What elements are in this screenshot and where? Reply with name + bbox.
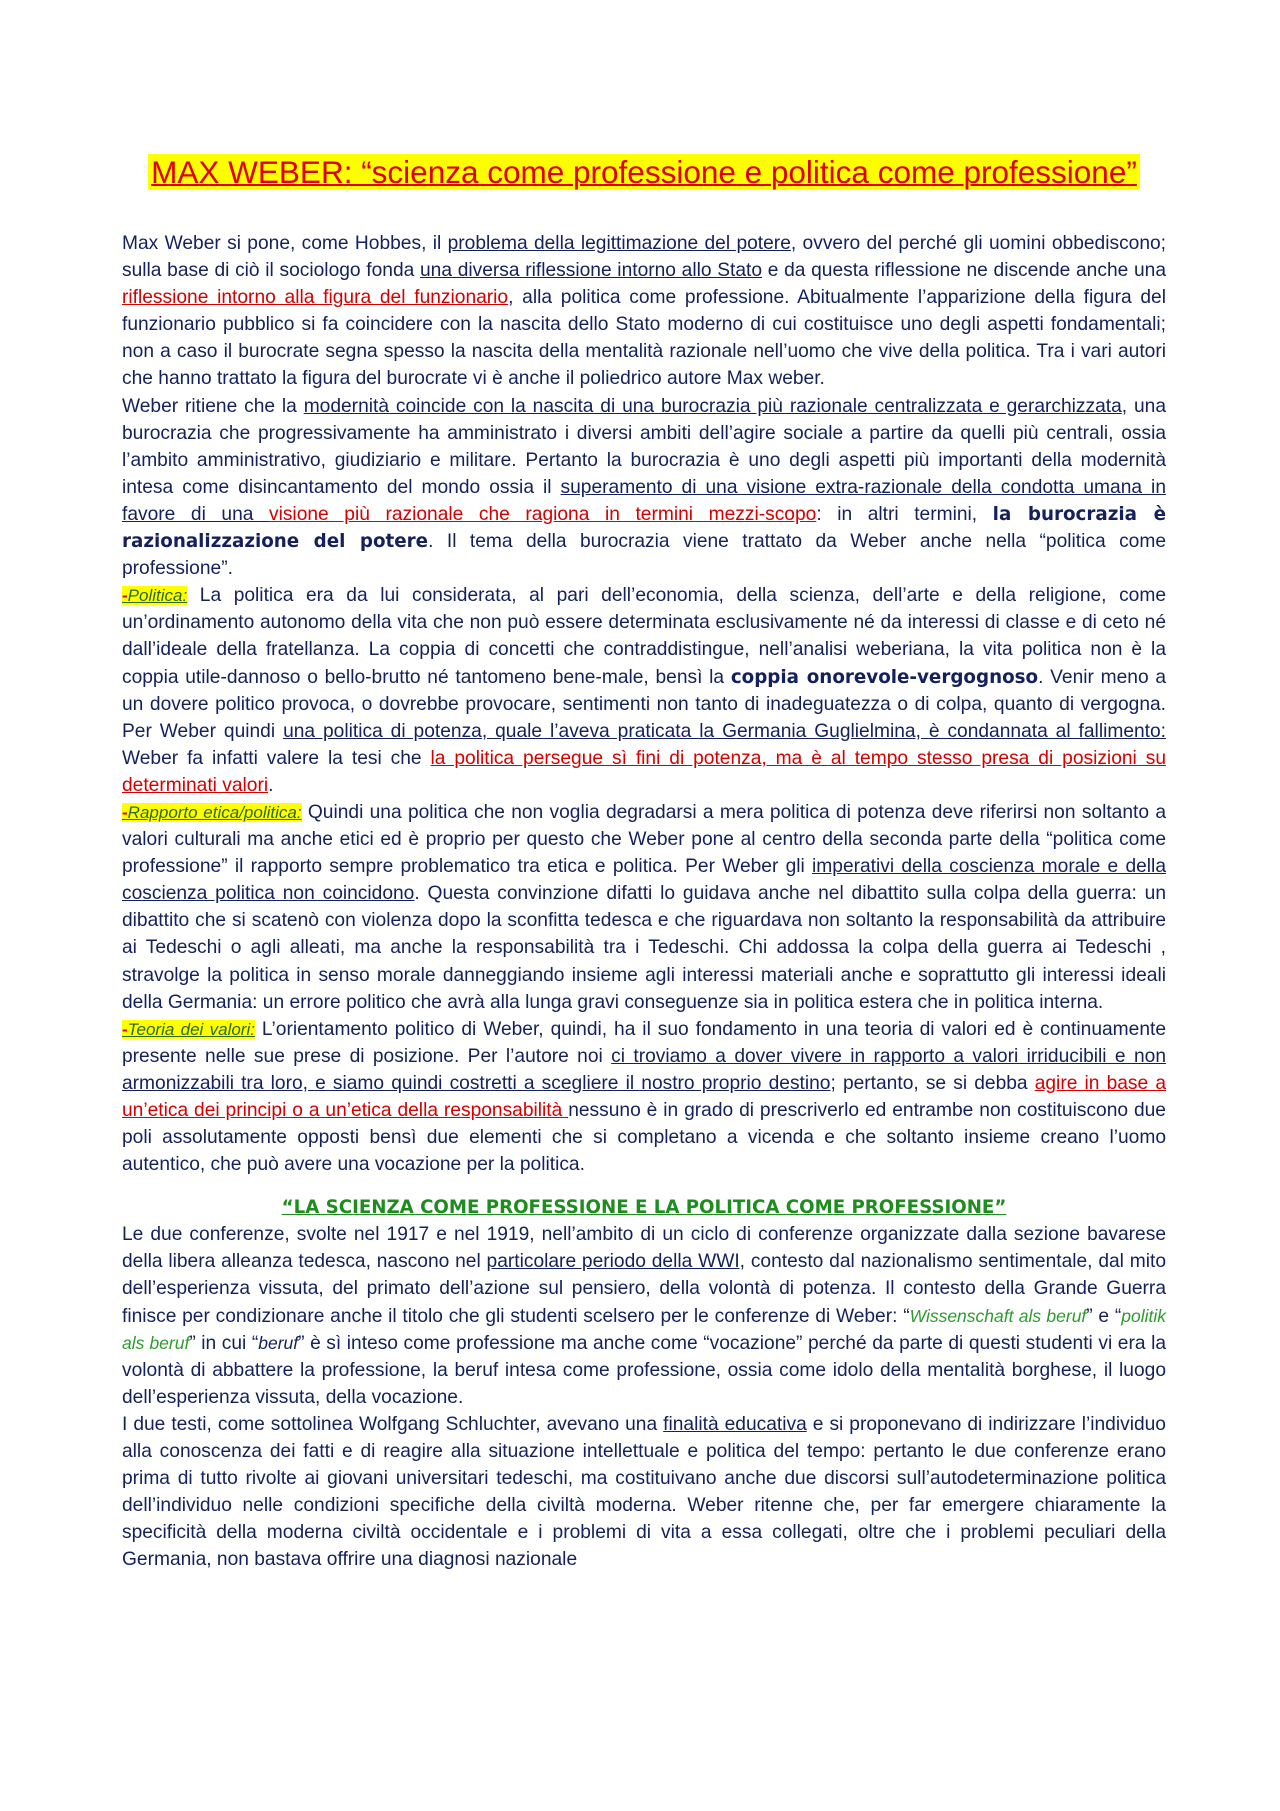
label-text: Teoria dei valori: [127,1019,255,1039]
text: e si proponevano di indirizzare l’individuo alla conoscenza dei fatti e di reagire alla situazione intellettuale e politica del tempo: pertanto le due conferenze erano prima di tutto rivolte ai giovani universitari tedeschi, ma costituivano anche due discorsi sull’autodeterminazione politica dell’individuo nelle condizioni specifiche della civiltà moderna. Weber ritenne che, per far emergere chiaramente la specificità della moderna civiltà occidentale e i problemi di vita a essa collegati, oltre che i problemi peculiari della Germania, non bastava offrire una diagnosi nazionale [122,1413,1166,1571]
italic-text: beruf [258,1332,299,1353]
text: Weber ritiene che la [122,395,304,417]
underlined-text: ci troviamo a dover vivere in rapporto a valori irriducibili e non armonizzabili tra loro, e siamo quindi costretti a scegliere il nostro proprio destino [122,1045,1166,1094]
text: ” e “ [1086,1305,1122,1327]
section-label-etica [122,803,302,822]
text: ” è sì inteso come professione ma anche come “vocazione” perché da parte di questi studenti vi era la volontà di abbattere la professione, la beruf intesa come professione, ossia come idolo della mentalità borghese, il luogo dell’esperienza vissuta, della vocazione. [122,1332,1167,1408]
dash-marker: - [122,586,128,606]
paragraph-conferenze [122,1221,1166,1411]
underlined-text: particolare periodo della WWI, [486,1251,745,1273]
text: La politica era da lui considerata, al pari dell’economia, della scienza, dell’arte e della religione, come un’ordinamento autonomo della vita che non può essere determinata esclusivamente né da interessi di classe e di ceto né dall’ideale della fratellanza. La coppia di concetti che contraddistingue, nell’analisi weberiana, la vita politica non è la coppia utile-dannoso o bello-brutto né tantomeno bene-male, bensì la [122,585,1166,688]
underlined-text: una politica di potenza, quale l’aveva praticata la Germania Guglielmina, è condannata al fallimento: [283,720,1166,742]
green-italic-text: politik als beruf [122,1305,1166,1353]
section-heading: “LA SCIENZA COME PROFESSIONE E LA POLITICA COME PROFESSIONE” [281,1197,1007,1219]
section-label-valori [122,1020,255,1039]
red-underlined-text: la politica persegue sì fini di potenza, ma è al tempo stesso presa di posizioni su determinati valori [122,747,1166,796]
text: Le due conferenze, svolte nel 1917 e nel 1919, nell’ambito di un ciclo di conferenze organizzate dalla sezione bavarese della libera alleanza tedesca, nascono nel [122,1224,1166,1273]
text: ; pertanto, se si debba [830,1072,1035,1094]
underlined-text: modernità coincide con la nascita di una burocrazia più razionale centralizzata e gerarchizzata [303,395,1122,417]
paragraph-etica-politica [122,799,1166,1016]
paragraph-burocrazia [122,393,1166,583]
text: Quindi una politica che non voglia degradarsi a mera politica di potenza deve riferirsi non soltanto a valori culturali ma anche etici ed è proprio per questo che Weber pone al centro della seconda parte della “politica come professione” il rapporto sempre problematico tra etica e politica. Per Weber gli [122,801,1166,878]
underlined-text: una diversa riflessione intorno allo Stato [419,260,763,282]
green-italic-text: Wissenschaft als beruf [909,1305,1087,1326]
dash-marker: - [122,802,128,822]
text: . Questa convinzione difatti lo guidava anche nel dibattito sulla colpa della guerra: un dibattito che si scatenò con violenza dopo la sconfitta tedesca e che riguardava non soltanto la responsabilità da attribuire ai Tedeschi o agli alleati, ma anche la responsabilità tra i Tedeschi. Chi addossa la colpa della guerra ai Tedeschi , stravolge la politica in senso morale danneggiando insieme agli interessi materiali anche e soprattutto gli interessi ideali della Germania: un errore politico che avrà alla lunga gravi conseguenze sia in politica estera che in politica interna. [122,883,1167,1013]
label-text: Politica: [127,586,188,606]
text: nessuno è in grado di prescriverlo ed entrambe non costituiscono due poli assolutamente opposti bensì due elementi che si completano a vicenda e che soltanto insieme creano l’uomo autentico, che può avere una vocazione per la politica. [122,1100,1166,1176]
label-text: Rapporto etica/politica: [127,802,302,822]
paragraph-teoria-valori [122,1016,1166,1179]
dash-marker: - [122,1019,128,1039]
text: . Il tema della burocrazia viene trattato da Weber anche nella “politica come professione”. [122,531,1166,580]
underlined-text: finalità educativa [663,1413,807,1435]
underlined-text: superamento di una visione extra-razionale della condotta umana in favore di una [122,476,1166,525]
text: , ovvero del perché gli uomini obbediscono; sulla base di ciò il sociologo fonda [122,233,1167,282]
text: e da questa riflessione ne discende anche una [762,260,1166,282]
text: : in altri termini, [816,503,993,525]
red-underlined-text: riflessione intorno alla figura del funzionario [122,287,509,309]
text: I due testi, come sottolinea Wolfgang Schluchter, avevano una [122,1413,664,1435]
text: ” in cui “ [189,1332,259,1354]
section-label-politica [122,586,187,605]
text: , una burocrazia che progressivamente ha amministrato i diversi ambiti dell’agire sociale a partire da quelli più centrali, ossia l’ambito amministrativo, giudiziario e militare. Pertanto la burocrazia è uno degli aspetti più importanti della modernità intesa come disincantamento del mondo ossia il [122,395,1166,498]
underlined-text: problema della legittimazione del potere [447,233,791,254]
text: Weber fa infatti valere la tesi che [122,747,431,769]
bold-text: coppia onorevole-vergognoso [730,666,1039,688]
text: , alla politica come professione. Abitualmente l’apparizione della figura del funzionario pubblico si fa coincidere con la nascita dello Stato moderno di cui costituisce uno degli aspetti fondamentali; non a caso il burocrate segna spesso la nascita della mentalità razionale nell’uomo che vive della politica. Tra i vari autori che hanno trattato la figura del burocrate vi è anche il poliedrico autore Max weber. [122,287,1166,390]
page-title [122,152,1166,192]
title-highlight: MAX WEBER: “scienza come professione e politica come professione” [148,154,1140,190]
red-underlined-text: visione più razionale che ragiona in termini mezzi-scopo [268,503,817,525]
text: Max Weber si pone, come Hobbes, il [122,233,448,254]
paragraph-testi [122,1411,1166,1574]
text: contesto dal nazionalismo sentimentale, dal mito dell’esperienza vissuta, del primato dell’azione sul pensiero, della volontà di potenza. Il contesto della Grande Guerra finisce per condizionare anche il titolo che gli studenti scelsero per le conferenze di Weber: “ [122,1251,1166,1327]
paragraph-politica [122,582,1166,799]
text: . [268,774,274,796]
text: . Venir meno a un dovere politico provoca, o dovrebbe provocare, sentimenti non tanto di inadeguatezza o di colpa, quanto di vergogna. Per Weber quindi [122,666,1167,742]
underlined-text: imperativi della coscienza morale e della coscienza politica non coincidono [122,856,1166,905]
paragraph-intro [122,230,1166,393]
red-underlined-text: agire in base a un’etica dei principi o a un’etica della responsabilità [122,1072,1167,1121]
bold-text: la burocrazia è razionalizzazione del potere [122,503,1166,553]
text: L’orientamento politico di Weber, quindi, ha il suo fondamento in una teoria di valori ed è continuamente presente nelle sue prese di posizione. Per l’autore noi [122,1018,1166,1067]
